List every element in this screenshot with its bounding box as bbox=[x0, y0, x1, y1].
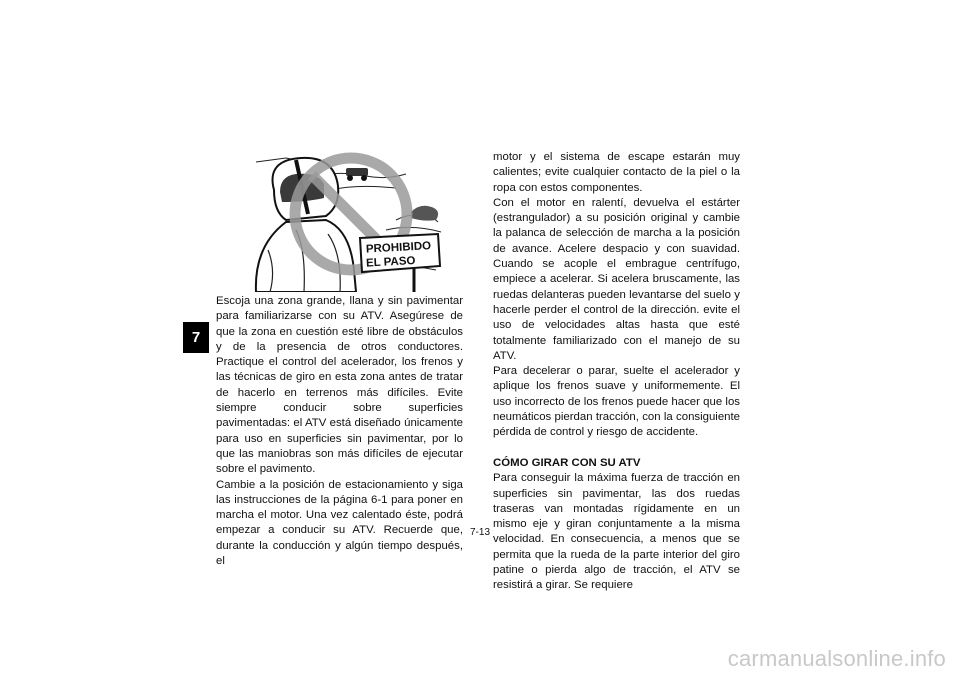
right-column bbox=[493, 150, 740, 594]
distant-atv-icon bbox=[346, 168, 368, 181]
watermark: carmanualsonline.info bbox=[727, 646, 946, 671]
left-column bbox=[216, 294, 463, 569]
sign-line-1: PROHIBIDO bbox=[365, 240, 432, 256]
chapter-tab: 7 bbox=[183, 322, 209, 353]
page-number: 7-13 bbox=[469, 527, 490, 538]
paragraph: Para decelerar o parar, suelte el acelerador y aplique los frenos suave y uniformemente. El uso incorrecto de los frenos puede hacer que los neumáticos pierdan tracción, con la consiguiente pérdida de control y riesgo de accidente. bbox=[493, 365, 740, 439]
paragraph: motor y el sistema de escape estarán muy calientes; evite cualquier contacto de la piel o la ropa con estos componentes. bbox=[493, 151, 740, 194]
paragraph: Escoja una zona grande, llana y sin pavimentar para familiarizarse con su ATV. Asegúrese de que la zona en cuestión esté libre de obstáculos y de la presencia de otros conductores. Practique el control del acelerador, los frenos y las técnicas de giro en esta zona antes de tratar de hacerlo en terrenos más difíciles. Evite siempre conducir sobre superficies pavimentadas: el ATV está diseñado únicamente para uso en superficies sin pavimentar, por lo que las maniobras son más difíciles de ejecutar sobre el pavimento. bbox=[216, 295, 463, 476]
prohibited-area-illustration bbox=[246, 150, 446, 292]
paragraph: Para conseguir la máxima fuerza de tracción en superficies sin pavimentar, las dos ruedas traseras van montadas rígidamente en un mismo eje y giran conjuntamente a la misma velocidad. En consecuencia, a menos que se permita que la rueda de la parte interior del giro patine o pierda algo de tracción, el ATV se resistirá a girar. Se requiere bbox=[493, 472, 740, 592]
no-trespassing-sign bbox=[360, 234, 440, 292]
paragraph: Con el motor en ralentí, devuelva el estárter (estrangulador) a su posición original y cambie la palanca de selección de marcha a la posición de avance. Acelere despacio y con suavidad. Cuando se acople el embrague centrífugo, empiece a acelerar. Si acelera bruscamente, las ruedas delanteras pueden levantarse del suelo y hacerle perder el control de la dirección. evite el uso de velocidades altas hasta que esté totalmente familiarizado con el manejo de su ATV. bbox=[493, 196, 740, 362]
paragraph: Cambie a la posición de estacionamiento y siga las instrucciones de la página 6-1 para poner en marcha el motor. Una vez calentado éste, podrá empezar a conducir su ATV. Recuerde que, durante la conducción y algún tiempo después, el bbox=[216, 478, 463, 568]
section-heading: CÓMO GIRAR CON SU ATV bbox=[493, 456, 641, 469]
sign-line-2: EL PASO bbox=[365, 254, 416, 270]
